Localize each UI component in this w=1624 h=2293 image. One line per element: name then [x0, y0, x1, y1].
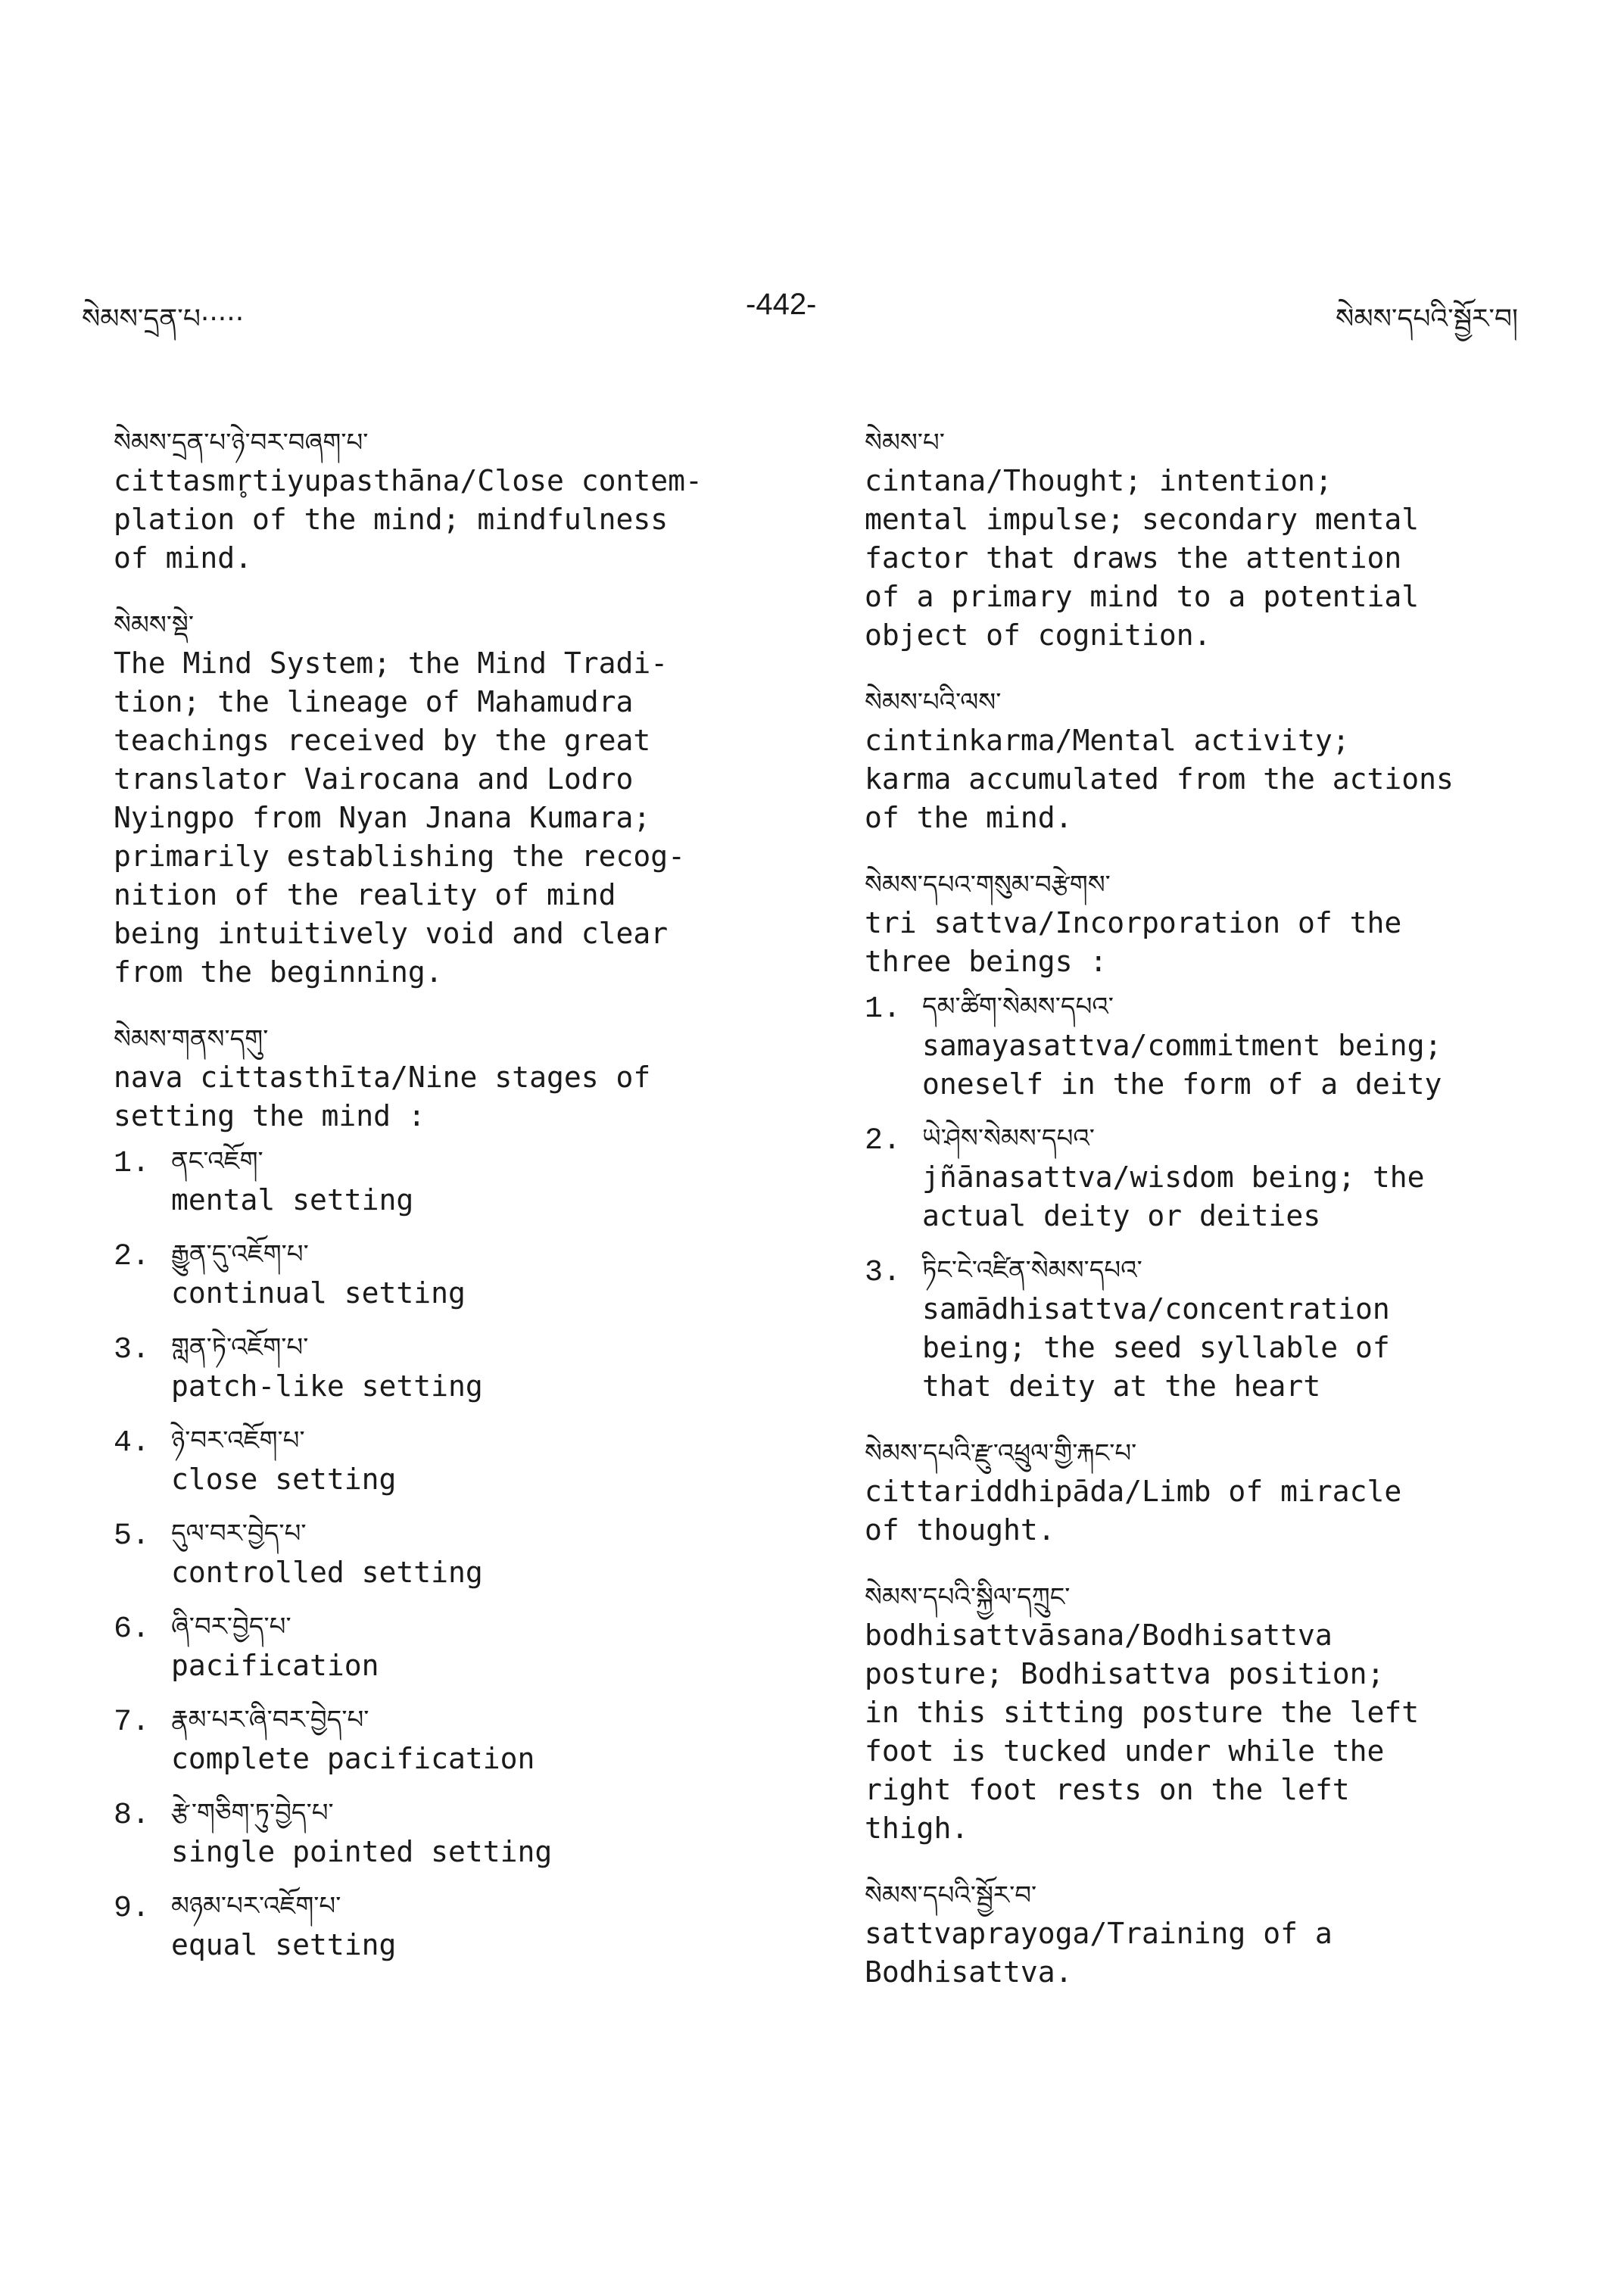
entry-definition: nava cittasthīta/Nine stages of setting the mind : [114, 1061, 651, 1132]
entry-definition: cintinkarma/Mental activity; karma accumulated from the actions of the mind. [865, 724, 1454, 834]
list-item [114, 1700, 795, 1778]
entry-tibetan-term: སེམས་པའི་ལས་ [865, 687, 1002, 718]
entry-definition: cittasmr̥tiyupasthāna/Close contem- plation of the mind; mindfulness of mind. [114, 464, 703, 575]
list-item-text: single pointed setting [171, 1835, 553, 1868]
list-item-text: samādhisattva/concentration being; the seed syllable of that deity at the heart [922, 1292, 1390, 1403]
list-item-tibetan: གླན་ཏེ་འཇོག་པ་ [171, 1332, 309, 1363]
list-item-tibetan: རྩེ་གཅིག་ཏུ་བྱེད་པ་ [171, 1798, 334, 1828]
header-right-guideword: སེམས་དཔའི་སྦྱོར་བ། [1336, 304, 1518, 335]
list-number: 5. [114, 1519, 151, 1553]
list-item-text: continual setting [171, 1276, 466, 1310]
list-item-tibetan: ཞི་བར་བྱེད་པ་ [171, 1612, 291, 1642]
list-number: 9. [114, 1892, 151, 1926]
list-number: 8. [114, 1799, 151, 1833]
entry-tibetan-term: སེམས་དྲན་པ་ཉེ་བར་བཞག་པ་ [114, 428, 369, 458]
right-column [865, 424, 1546, 2020]
list-item [114, 1235, 795, 1313]
list-item-tibetan: དུལ་བར་བྱེད་པ་ [171, 1519, 307, 1549]
list-item-text: patch-like setting [171, 1369, 483, 1403]
list-number: 3. [114, 1333, 151, 1367]
dictionary-entry [865, 1435, 1546, 1550]
entry-tibetan-term: སེམས་དཔའི་སྦྱོར་བ་ [865, 1880, 1037, 1911]
header-left-guideword: སེམས་དྲན་པ····· [82, 304, 245, 335]
list-number: 1. [114, 1147, 151, 1181]
list-item [865, 987, 1546, 1104]
list-item [114, 1607, 795, 1685]
entry-tibetan-term: སེམས་གནས་དགུ་ [114, 1024, 269, 1055]
list-item-tibetan: དམ་ཚིག་སེམས་དཔའ་ [922, 992, 1114, 1022]
list-item-text: equal setting [171, 1928, 397, 1961]
numbered-list [114, 1142, 795, 1964]
dictionary-entry [114, 606, 795, 992]
dictionary-entry [114, 1020, 795, 1964]
numbered-list [865, 987, 1546, 1406]
entry-definition: bodhisattvāsana/Bodhisattva posture; Bodhisattva position; in this sitting posture the left foot is tucked under while the right foot rests on the left thigh. [865, 1618, 1420, 1845]
list-number: 3. [865, 1256, 902, 1290]
list-item-text: complete pacification [171, 1742, 535, 1775]
list-item-tibetan: མཉམ་པར་འཇོག་པ་ [171, 1891, 341, 1921]
dictionary-entry [865, 424, 1546, 655]
list-item [114, 1328, 795, 1406]
entry-definition: tri sattva/Incorporation of the three beings : [865, 906, 1402, 978]
list-item-text: mental setting [171, 1183, 414, 1217]
list-number: 7. [114, 1706, 151, 1740]
list-item-text: jñānasattva/wisdom being; the actual deity or deities [922, 1161, 1425, 1232]
list-item-tibetan: ནང་འཇོག་ [171, 1146, 263, 1176]
dictionary-entry [865, 1877, 1546, 1992]
list-item [114, 1793, 795, 1871]
list-number: 6. [114, 1612, 151, 1647]
list-item-text: samayasattva/commitment being; oneself in the form of a deity [922, 1029, 1442, 1101]
entry-tibetan-term: སེམས་དཔའི་སྐྱིལ་དཀྲུང་ [865, 1582, 1071, 1612]
page-header [0, 288, 1624, 341]
list-number: 4. [114, 1426, 151, 1460]
left-column [114, 424, 795, 1993]
entry-tibetan-term: སེམས་དཔའ་གསུམ་བརྩེགས་ [865, 870, 1111, 900]
entry-definition: cittariddhipāda/Limb of miracle of thought. [865, 1475, 1402, 1547]
page-number: -442- [746, 288, 817, 321]
entry-tibetan-term: སེམས་པ་ [865, 428, 945, 458]
entry-definition: sattvaprayoga/Training of a Bodhisattva. [865, 1917, 1333, 1989]
list-item-tibetan: ཉེ་བར་འཇོག་པ་ [171, 1425, 305, 1456]
entry-tibetan-term: སེམས་སྡེ་ [114, 610, 194, 640]
list-number: 2. [114, 1240, 151, 1274]
list-item [114, 1886, 795, 1964]
list-item [865, 1251, 1546, 1406]
entry-tibetan-term: སེམས་དཔའི་རྫུ་འཕྲུལ་གྱི་རྐང་པ་ [865, 1438, 1137, 1469]
entry-definition: cintana/Thought; intention; mental impulse; secondary mental factor that draws the attention of a primary mind to a potential object of cognition. [865, 464, 1420, 652]
list-item-tibetan: རྣམ་པར་ཞི་བར་བྱེད་པ་ [171, 1705, 369, 1735]
dictionary-entry [865, 684, 1546, 837]
list-item-tibetan: རྒྱུན་དུ་འཇོག་པ་ [171, 1239, 309, 1270]
list-item-text: pacification [171, 1649, 379, 1682]
list-item-text: controlled setting [171, 1556, 483, 1589]
list-item-tibetan: ཏིང་ངེ་འཛིན་སེམས་དཔའ་ [922, 1255, 1142, 1285]
entry-definition: The Mind System; the Mind Tradi- tion; the lineage of Mahamudra teachings received by the great translator Vairocana and Lodro Nyingpo from Nyan Jnana Kumara; primarily establishing the recog- nition of the reality of mind being intuitively void and clear from the beginning. [114, 646, 685, 989]
list-item [865, 1119, 1546, 1235]
list-item [114, 1514, 795, 1592]
list-item [114, 1142, 795, 1220]
list-number: 1. [865, 992, 902, 1027]
list-item-text: close setting [171, 1463, 397, 1496]
list-item [114, 1421, 795, 1499]
dictionary-entry [865, 866, 1546, 1406]
list-number: 2. [865, 1124, 902, 1158]
dictionary-entry [114, 424, 795, 578]
list-item-tibetan: ཡེ་ཤེས་སེམས་དཔའ་ [922, 1123, 1095, 1154]
dictionary-entry [865, 1578, 1546, 1848]
